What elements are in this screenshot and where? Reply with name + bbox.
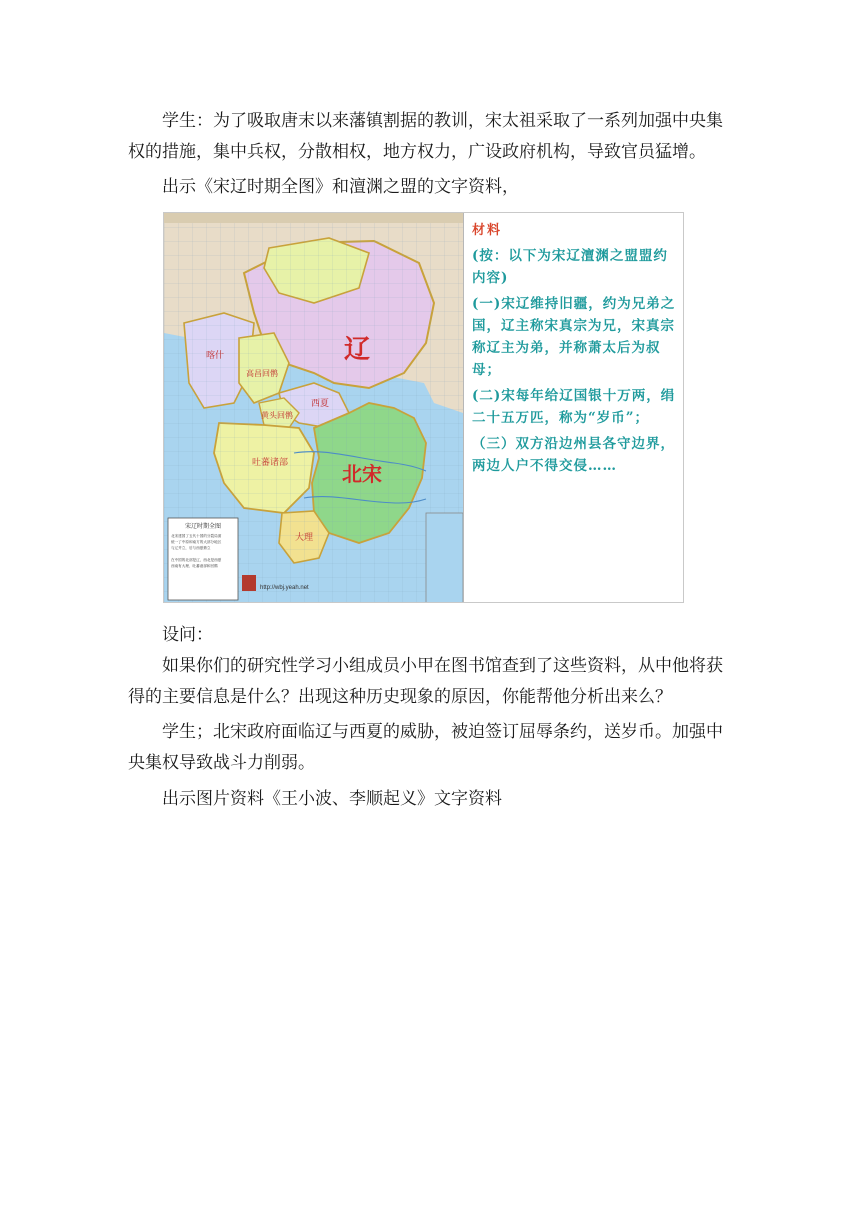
question-label: 设问： <box>162 625 213 645</box>
song-liao-map <box>164 213 463 603</box>
map-legend-line: 与辽并立，后与西夏鼎立 <box>171 546 211 550</box>
liao-label: 辽 <box>344 335 371 365</box>
south-sea-inset <box>426 513 463 603</box>
huihu-label: 黄头回鹘 <box>261 411 293 420</box>
map-legend-title: 宋辽时期全图 <box>184 523 222 530</box>
material-panel <box>463 213 684 603</box>
material-title: 材料 <box>472 223 503 238</box>
gaochang-label: 高昌回鹘 <box>246 369 278 378</box>
song-liao-figure <box>163 212 684 603</box>
map-legend-line: 西南有大理、吐蕃诸部和回鹘 <box>171 564 218 568</box>
map-legend-line: 北宋建国了五代十国的分裂局面 <box>171 534 222 538</box>
map-legend-line: 统一了中原和南方的大部分地区 <box>171 540 222 544</box>
student-answer-paragraph-2: 学生；北宋政府面临辽与西夏的威胁，被迫签订屈辱条约，送岁币。加强中央集权导致战斗力削弱。 <box>128 722 723 773</box>
student-answer-paragraph-1: 学生：为了吸取唐末以来藩镇割据的教训，宋太祖采取了一系列加强中央集权的措施，集中兵权，分散相权，地方权力，广设政府机构，导致官员猛增。 <box>128 111 723 162</box>
xixia-label: 西夏 <box>311 399 330 409</box>
west-label: 喀什 <box>206 351 225 361</box>
map-watermark: http://wbj.yeah.net <box>260 585 309 591</box>
show-pictures-paragraph: 出示图片资料《王小波、李顺起义》文字资料 <box>162 789 502 809</box>
map-legend-line: 在中国的北部是辽，西北是西夏 <box>171 558 222 562</box>
show-materials-paragraph: 出示《宋辽时期全图》和澶渊之盟的文字资料， <box>162 177 519 197</box>
material-item-3: （三）双方沿边州县各守边界，两边人户不得交侵…… <box>472 436 675 474</box>
seal-stamp <box>242 575 256 591</box>
map-top-band <box>164 213 463 223</box>
dali-label: 大理 <box>295 533 314 543</box>
question-paragraph: 如果你们的研究性学习小组成员小甲在图书馆查到了这些资料，从中他将获得的主要信息是什么？出现这种历史现象的原因，你能帮他分析出来么？ <box>128 656 723 707</box>
tufan-label: 吐蕃诸部 <box>252 458 289 468</box>
material-item-1: (一)宋辽维持旧疆，约为兄弟之国，辽主称宋真宗为兄，宋真宗称辽主为弟，并称萧太后为叔母； <box>472 296 676 378</box>
material-note: (按：以下为宋辽澶渊之盟盟约内容) <box>472 248 668 286</box>
material-item-2: (二)宋每年给辽国银十万两，绢二十五万匹，称为“岁币”； <box>472 388 676 426</box>
beisong-label: 北宋 <box>342 462 382 486</box>
